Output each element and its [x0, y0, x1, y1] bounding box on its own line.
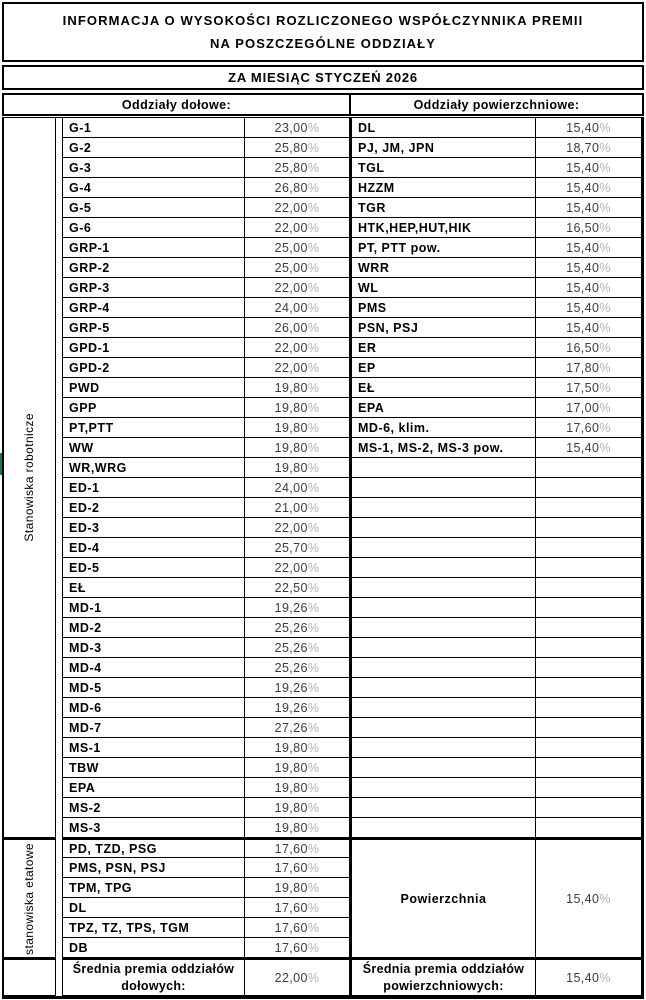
- empty-row-value: [536, 658, 642, 678]
- row-label: GPD-2: [62, 358, 245, 378]
- row-value: 17,60 %: [245, 918, 350, 938]
- row-label: PMS: [350, 298, 536, 318]
- row-value: 15,40 %: [536, 438, 642, 458]
- row-value: 19,26 %: [245, 698, 350, 718]
- row-label: PT, PTT pow.: [350, 238, 536, 258]
- percent-sign: %: [307, 320, 320, 335]
- row-value: 17,80 %: [536, 358, 642, 378]
- percent-sign: %: [599, 160, 611, 175]
- row-label: ED-1: [62, 478, 245, 498]
- row-value: 24,00 %: [245, 478, 350, 498]
- percent-sign: %: [599, 140, 611, 155]
- percent-sign: %: [307, 160, 320, 175]
- percent-sign: %: [307, 460, 320, 475]
- percent-sign: %: [307, 540, 320, 555]
- row-label: MD-5: [62, 678, 245, 698]
- row-label: G-1: [62, 118, 245, 138]
- percent-sign: %: [599, 300, 611, 315]
- row-value: 15,40 %: [536, 238, 642, 258]
- powierzchnia-cell: Powierzchnia: [350, 838, 536, 958]
- row-value: 19,80 %: [245, 398, 350, 418]
- row-label: GRP-1: [62, 238, 245, 258]
- title-line-1: INFORMACJA O WYSOKOŚCI ROZLICZONEGO WSPÓŁCZYNNIKA PREMII: [62, 13, 584, 28]
- row-label: MD-6: [62, 698, 245, 718]
- row-value: 17,00 %: [536, 398, 642, 418]
- row-value: 15,40 %: [536, 298, 642, 318]
- row-value: 19,80 %: [245, 438, 350, 458]
- empty-row-value: [536, 718, 642, 738]
- row-label: GRP-4: [62, 298, 245, 318]
- percent-sign: %: [307, 800, 320, 815]
- percent-sign: %: [307, 880, 320, 895]
- row-value: 25,26 %: [245, 618, 350, 638]
- percent-sign: %: [307, 841, 320, 856]
- empty-row-label: [350, 518, 536, 538]
- row-value: 23,00 %: [245, 118, 350, 138]
- row-value: 25,26 %: [245, 658, 350, 678]
- row-label: PJ, JM, JPN: [350, 138, 536, 158]
- percent-sign: %: [599, 260, 611, 275]
- row-label: PWD: [62, 378, 245, 398]
- empty-row-value: [536, 478, 642, 498]
- row-value: 19,80 %: [245, 778, 350, 798]
- empty-row-value: [536, 818, 642, 838]
- row-label: TGL: [350, 158, 536, 178]
- row-value: 25,80 %: [245, 158, 350, 178]
- percent-sign: %: [307, 440, 320, 455]
- row-value: 19,26 %: [245, 598, 350, 618]
- row-value: 17,60 %: [536, 418, 642, 438]
- row-value: 25,00 %: [245, 238, 350, 258]
- row-value: 22,00 %: [245, 338, 350, 358]
- row-label: DB: [62, 938, 245, 958]
- row-label: MD-3: [62, 638, 245, 658]
- percent-sign: %: [307, 200, 320, 215]
- row-label: MS-2: [62, 798, 245, 818]
- row-value: 25,26 %: [245, 638, 350, 658]
- row-value: 15,40 %: [536, 178, 642, 198]
- summary-row-spacer-cell: [4, 958, 56, 996]
- row-label: GRP-5: [62, 318, 245, 338]
- row-label: WR,WRG: [62, 458, 245, 478]
- row-value: 19,26 %: [245, 678, 350, 698]
- percent-sign: %: [599, 120, 611, 135]
- percent-sign: %: [307, 280, 320, 295]
- empty-row-label: [350, 558, 536, 578]
- empty-row-value: [536, 738, 642, 758]
- percent-sign: %: [307, 260, 320, 275]
- percent-sign: %: [307, 580, 320, 595]
- percent-sign: %: [307, 420, 320, 435]
- empty-row-value: [536, 638, 642, 658]
- row-value: 22,00 %: [245, 518, 350, 538]
- row-value: 17,60 %: [245, 858, 350, 878]
- row-group-label-robotnicze-text: Stanowiska robotnicze: [22, 413, 36, 542]
- percent-sign: %: [599, 340, 611, 355]
- column-header-right: Oddziały powierzchniowe:: [413, 97, 580, 112]
- row-label: G-3: [62, 158, 245, 178]
- row-label: MD-7: [62, 718, 245, 738]
- row-value: 25,80 %: [245, 138, 350, 158]
- column-headers: [2, 93, 644, 116]
- row-value: 22,50 %: [245, 578, 350, 598]
- percent-sign: %: [307, 760, 320, 775]
- percent-sign: %: [307, 180, 320, 195]
- percent-sign: %: [307, 920, 320, 935]
- percent-sign: %: [307, 300, 320, 315]
- empty-row-label: [350, 598, 536, 618]
- percent-sign: %: [599, 970, 611, 985]
- empty-row-value: [536, 458, 642, 478]
- empty-row-label: [350, 618, 536, 638]
- percent-sign: %: [307, 720, 320, 735]
- empty-row-value: [536, 778, 642, 798]
- percent-sign: %: [307, 640, 320, 655]
- empty-row-value: [536, 798, 642, 818]
- row-label: GPD-1: [62, 338, 245, 358]
- percent-sign: %: [307, 400, 320, 415]
- empty-row-value: [536, 558, 642, 578]
- row-value: 17,50 %: [536, 378, 642, 398]
- row-label: ED-2: [62, 498, 245, 518]
- row-value: 22,00 %: [245, 198, 350, 218]
- row-value: 25,70 %: [245, 538, 350, 558]
- row-value: 19,80 %: [245, 458, 350, 478]
- percent-sign: %: [307, 820, 320, 835]
- row-value: 19,80 %: [245, 818, 350, 838]
- row-group-label-etatowe-text: stanowiska etatowe: [22, 842, 36, 955]
- row-label: MD-2: [62, 618, 245, 638]
- empty-row-label: [350, 718, 536, 738]
- row-label: TPM, TPG: [62, 878, 245, 898]
- row-label: PD, TZD, PSG: [62, 838, 245, 858]
- empty-row-value: [536, 618, 642, 638]
- percent-sign: %: [307, 940, 320, 955]
- row-value: 22,00 %: [245, 218, 350, 238]
- empty-row-label: [350, 538, 536, 558]
- percent-sign: %: [307, 700, 320, 715]
- empty-row-label: [350, 498, 536, 518]
- row-label: PMS, PSN, PSJ: [62, 858, 245, 878]
- document-title: [2, 2, 644, 62]
- row-label: TBW: [62, 758, 245, 778]
- row-label: EPA: [62, 778, 245, 798]
- row-value: 19,80 %: [245, 798, 350, 818]
- empty-row-label: [350, 778, 536, 798]
- row-label: HZZM: [350, 178, 536, 198]
- row-label: WW: [62, 438, 245, 458]
- row-value: 18,70 %: [536, 138, 642, 158]
- row-label: EŁ: [350, 378, 536, 398]
- row-value: 19,80 %: [245, 878, 350, 898]
- title-line-2: NA POSZCZEGÓLNE ODDZIAŁY: [210, 36, 436, 51]
- row-label: TPZ, TZ, TPS, TGM: [62, 918, 245, 938]
- row-label: ED-5: [62, 558, 245, 578]
- row-group-label-robotnicze: [4, 118, 56, 838]
- row-value: 17,60 %: [245, 938, 350, 958]
- percent-sign: %: [599, 200, 611, 215]
- powierzchnia-value: 15,40 %: [536, 838, 642, 958]
- empty-row-label: [350, 758, 536, 778]
- row-label: DL: [350, 118, 536, 138]
- percent-sign: %: [307, 680, 320, 695]
- row-label: MD-6, klim.: [350, 418, 536, 438]
- empty-row-label: [350, 738, 536, 758]
- empty-row-label: [350, 798, 536, 818]
- row-label: G-2: [62, 138, 245, 158]
- row-label: GRP-3: [62, 278, 245, 298]
- row-label: WRR: [350, 258, 536, 278]
- percent-sign: %: [307, 360, 320, 375]
- row-value: 27,26 %: [245, 718, 350, 738]
- row-value: 15,40 %: [536, 318, 642, 338]
- row-value: 15,40 %: [536, 198, 642, 218]
- empty-row-label: [350, 658, 536, 678]
- row-label: GPP: [62, 398, 245, 418]
- percent-sign: %: [307, 780, 320, 795]
- row-value: 16,50 %: [536, 218, 642, 238]
- month-header: ZA MIESIĄC STYCZEŃ 2026: [2, 65, 644, 90]
- row-value: 22,00 %: [245, 278, 350, 298]
- percent-sign: %: [599, 420, 611, 435]
- row-value: 19,80 %: [245, 378, 350, 398]
- row-label: EŁ: [62, 578, 245, 598]
- empty-row-value: [536, 498, 642, 518]
- percent-sign: %: [307, 970, 320, 985]
- row-label: PT,PTT: [62, 418, 245, 438]
- column-header-left: Oddziały dołowe:: [4, 95, 351, 114]
- percent-sign: %: [307, 600, 320, 615]
- row-value: 15,40 %: [536, 118, 642, 138]
- row-label: ED-3: [62, 518, 245, 538]
- empty-row-value: [536, 598, 642, 618]
- percent-sign: %: [307, 240, 320, 255]
- summary-left-label: Średnia premia oddziałów dołowych:: [62, 958, 245, 996]
- percent-sign: %: [599, 320, 611, 335]
- row-value: 15,40 %: [536, 278, 642, 298]
- row-value: 22,00 %: [245, 558, 350, 578]
- percent-sign: %: [599, 440, 611, 455]
- percent-sign: %: [599, 891, 611, 906]
- percent-sign: %: [307, 740, 320, 755]
- percent-sign: %: [599, 400, 611, 415]
- row-label: HTK,HEP,HUT,HIK: [350, 218, 536, 238]
- percent-sign: %: [599, 360, 611, 375]
- row-label: ED-4: [62, 538, 245, 558]
- percent-sign: %: [307, 620, 320, 635]
- row-value: 26,80 %: [245, 178, 350, 198]
- summary-right-value: 15,40 %: [536, 958, 642, 996]
- row-value: 16,50 %: [536, 338, 642, 358]
- percent-sign: %: [599, 380, 611, 395]
- row-value: 19,80 %: [245, 418, 350, 438]
- empty-row-label: [350, 818, 536, 838]
- percent-sign: %: [307, 860, 320, 875]
- row-value: 15,40 %: [536, 158, 642, 178]
- empty-row-label: [350, 458, 536, 478]
- empty-row-value: [536, 678, 642, 698]
- row-label: G-6: [62, 218, 245, 238]
- percent-sign: %: [599, 240, 611, 255]
- percent-sign: %: [307, 220, 320, 235]
- row-label: MS-1, MS-2, MS-3 pow.: [350, 438, 536, 458]
- summary-left-value: 22,00 %: [245, 958, 350, 996]
- row-value: 24,00 %: [245, 298, 350, 318]
- empty-row-label: [350, 478, 536, 498]
- percent-sign: %: [599, 220, 611, 235]
- row-label: EPA: [350, 398, 536, 418]
- empty-row-value: [536, 578, 642, 598]
- row-label: MD-4: [62, 658, 245, 678]
- row-value: 21,00 %: [245, 498, 350, 518]
- row-value: 22,00 %: [245, 358, 350, 378]
- percent-sign: %: [307, 500, 320, 515]
- row-label: G-5: [62, 198, 245, 218]
- row-label: MD-1: [62, 598, 245, 618]
- row-label: WL: [350, 278, 536, 298]
- row-value: 19,80 %: [245, 758, 350, 778]
- percent-sign: %: [307, 660, 320, 675]
- percent-sign: %: [307, 900, 320, 915]
- percent-sign: %: [307, 120, 320, 135]
- row-label: TGR: [350, 198, 536, 218]
- empty-row-value: [536, 518, 642, 538]
- row-label: MS-3: [62, 818, 245, 838]
- premium-table: [2, 117, 644, 999]
- percent-sign: %: [307, 520, 320, 535]
- empty-row-label: [350, 678, 536, 698]
- row-label: MS-1: [62, 738, 245, 758]
- row-group-label-etatowe: [4, 838, 56, 958]
- summary-right-label: Średnia premia oddziałów powierzchniowych:: [350, 958, 536, 996]
- percent-sign: %: [307, 560, 320, 575]
- row-label: PSN, PSJ: [350, 318, 536, 338]
- percent-sign: %: [599, 180, 611, 195]
- row-label: GRP-2: [62, 258, 245, 278]
- percent-sign: %: [599, 280, 611, 295]
- row-label: DL: [62, 898, 245, 918]
- empty-row-value: [536, 758, 642, 778]
- row-label: ER: [350, 338, 536, 358]
- row-value: 17,60 %: [245, 838, 350, 858]
- row-value: 25,00 %: [245, 258, 350, 278]
- row-value: 19,80 %: [245, 738, 350, 758]
- percent-sign: %: [307, 140, 320, 155]
- percent-sign: %: [307, 480, 320, 495]
- row-label: G-4: [62, 178, 245, 198]
- percent-sign: %: [307, 380, 320, 395]
- empty-row-value: [536, 538, 642, 558]
- sheet-edge-mark: [0, 453, 2, 475]
- percent-sign: %: [307, 340, 320, 355]
- empty-row-label: [350, 578, 536, 598]
- empty-row-label: [350, 638, 536, 658]
- empty-row-value: [536, 698, 642, 718]
- row-value: 15,40 %: [536, 258, 642, 278]
- row-label: EP: [350, 358, 536, 378]
- empty-row-label: [350, 698, 536, 718]
- row-value: 17,60 %: [245, 898, 350, 918]
- row-value: 26,00 %: [245, 318, 350, 338]
